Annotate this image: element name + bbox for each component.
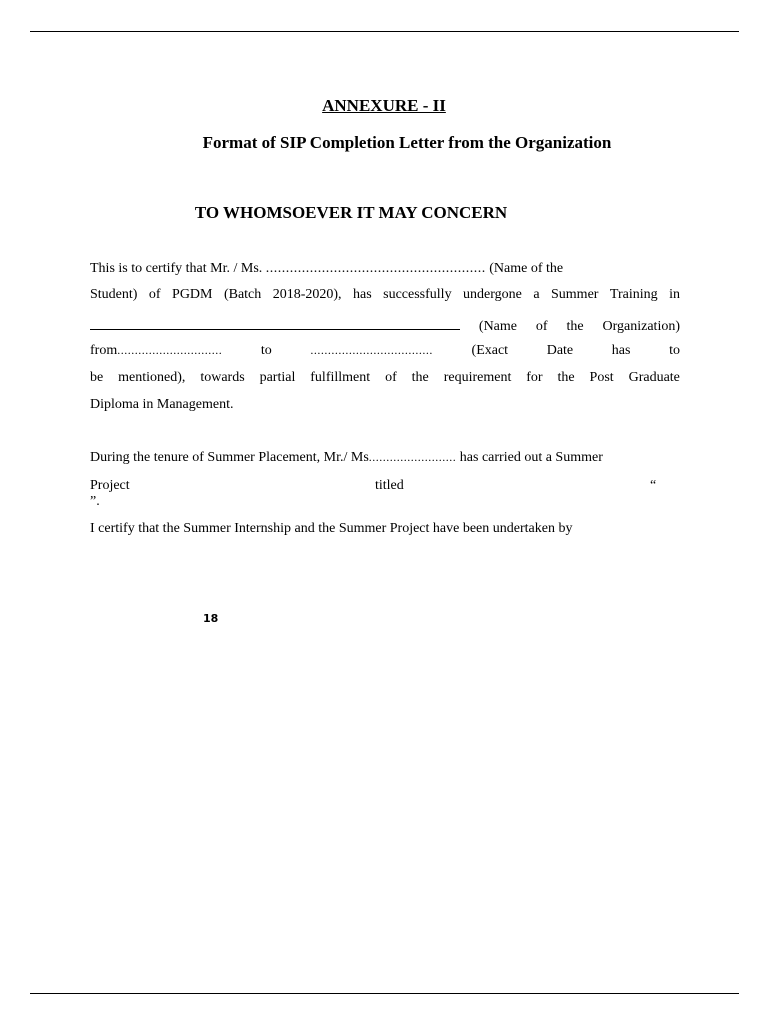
p1-line5-word: be [90,370,104,385]
top-rule [30,31,739,32]
to-date-blank: ................................... [310,343,433,357]
p1-line2-word: 2018-2020), [272,287,342,302]
p1-line1-text-b: (Name of the [489,261,564,276]
p1-line1-text-a: This is to certify that Mr. / Ms. [90,261,263,276]
bottom-rule [30,993,739,994]
p1-line4-word: has [611,343,631,358]
p1-line2-word: a [533,287,540,302]
p1-line3-word: the [566,319,584,334]
p2-line-3: ”. [90,494,100,509]
p2-project-word: Project [90,478,130,493]
p1-line5-word: Graduate [628,370,680,385]
p1-line2-word: PGDM [172,287,213,302]
p2-titled-word: titled [375,478,404,493]
organization-name-blank [90,315,460,330]
p1-line2-word: in [669,287,680,302]
p1-line5-word: fulfillment [310,370,371,385]
p1-line2-word: Student) [90,287,138,302]
p1-line5-word: of [385,370,397,385]
p3-line-1: I certify that the Summer Internship and the Summer Project have been undertaken by [90,521,573,536]
p2-line1-text-b: has carried out a Summer [459,450,603,465]
p1-line-2 [90,287,680,303]
p1-line4-to: to [260,343,272,358]
p1-line-1 [90,261,680,277]
p2-line-1 [90,450,680,466]
p1-line4-word: Date [546,343,574,358]
p1-line-4 [90,343,680,359]
p1-line2-word: (Batch [223,287,262,302]
p1-line4-from: from [90,343,118,358]
p1-line-3 [90,315,680,335]
page-number: 18 [203,612,219,625]
p1-line5-word: for [526,370,543,385]
p1-line5-word: partial [259,370,296,385]
p1-line2-word: has [353,287,372,302]
p1-line5-word: the [411,370,429,385]
p1-line-6: Diploma in Management. [90,397,234,412]
p1-line5-word: towards [200,370,245,385]
p1-line2-word: successfully [383,287,452,302]
p1-line3-word: (Name [478,319,517,334]
document-subtitle: Format of SIP Completion Letter from the Organization [202,133,612,152]
p1-line-5 [90,370,680,386]
student-name-blank-2: ......................... [368,450,457,464]
p1-line5-word: requirement [443,370,512,385]
p1-line5-word: the [557,370,575,385]
p1-line2-word: Training [609,287,658,302]
p1-line2-word: Summer [551,287,599,302]
p2-open-quote: “ [650,478,657,493]
p1-line2-word: undergone [463,287,522,302]
p1-line2-word: of [148,287,161,302]
student-name-blank: ....................................................... [265,261,486,276]
p1-line3-word: of [535,319,548,334]
p1-line4-word: (Exact [471,343,509,358]
p2-line1-text-a: During the tenure of Summer Placement, Mr./ Ms [90,450,369,465]
salutation-heading: TO WHOMSOEVER IT MAY CONCERN [194,203,508,222]
p1-line4-word: to [669,343,680,358]
from-date-blank: .............................. [117,343,223,357]
p1-line5-word: mentioned), [118,370,186,385]
p1-line5-word: Post [589,370,614,385]
annexure-heading: ANNEXURE - II [322,96,446,115]
p1-line3-word: Organization) [602,319,680,334]
